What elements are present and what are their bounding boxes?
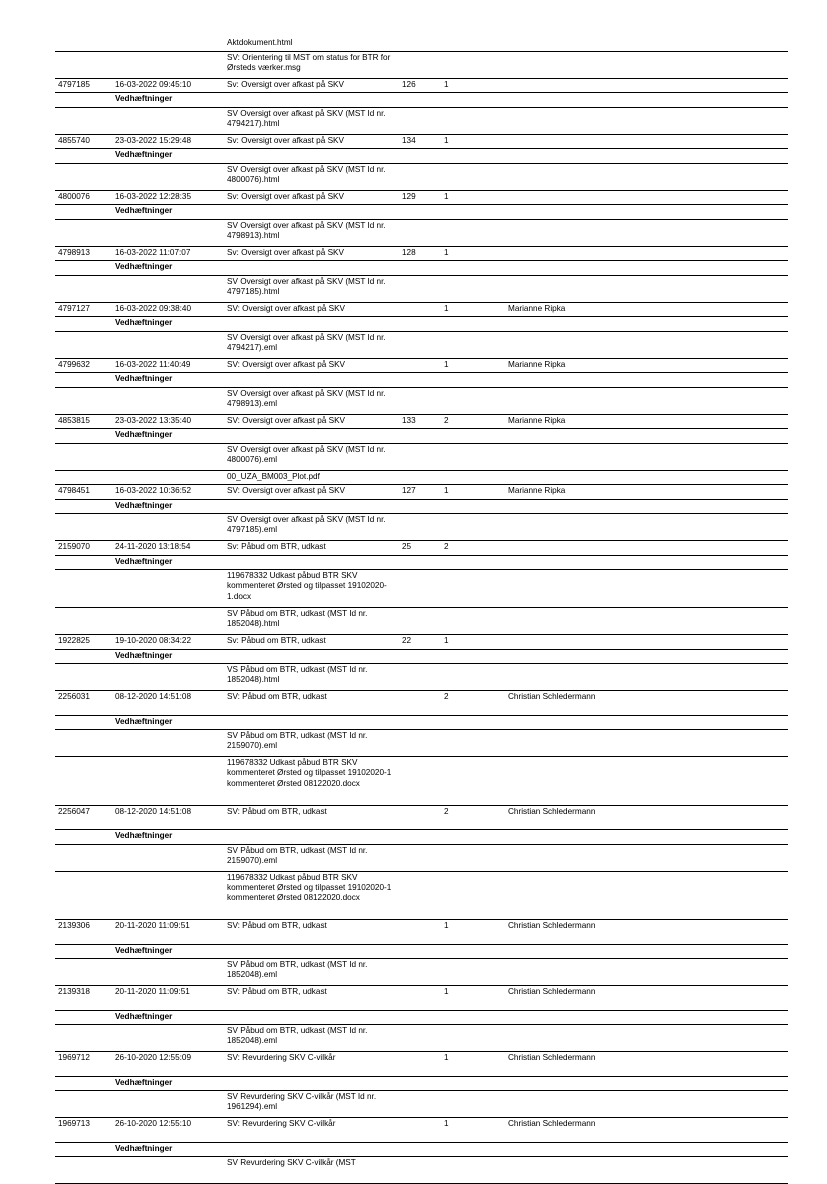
document-row <box>55 247 788 262</box>
document-date: 23-03-2022 13:35:40 <box>115 415 192 425</box>
attachments-header-row <box>55 556 788 571</box>
document-count: 1 <box>444 79 449 89</box>
document-person: Christian Schledermann <box>508 806 596 816</box>
document-count: 2 <box>444 542 449 551</box>
attachments-header: Vedhæftninger <box>115 318 173 327</box>
document-subject: SV: Påbud om BTR, udkast <box>227 921 327 930</box>
document-number: 25 <box>402 542 412 551</box>
attachments-header-row <box>55 205 788 220</box>
document-number: 128 <box>402 247 416 257</box>
attachments-header: Vedhæftninger <box>115 1143 173 1153</box>
document-id: 2256047 <box>58 806 90 816</box>
document-id: 1969713 <box>58 1119 90 1128</box>
document-subject: Sv: Påbud om BTR, udkast <box>227 636 326 645</box>
attachments-header: Vedhæftninger <box>115 430 173 439</box>
document-row <box>55 635 788 650</box>
document-count: 1 <box>444 486 449 495</box>
attachment-row <box>55 845 788 872</box>
attachments-header: Vedhæftninger <box>115 650 173 660</box>
attachment-name: Aktdokument.html <box>227 38 293 47</box>
document-id: 1969712 <box>58 1053 90 1062</box>
document-id: 4798913 <box>58 247 90 257</box>
document-id: 4800076 <box>58 191 90 201</box>
attachment-row <box>55 220 788 247</box>
attachment-row <box>55 730 788 757</box>
attachment-name: SV Oversigt over afkast på SKV (MST Id nr. 4800076).html <box>227 164 386 184</box>
document-subject: SV: Påbud om BTR, udkast <box>227 692 327 701</box>
document-date: 16-03-2022 09:45:10 <box>115 79 192 89</box>
document-subject: Sv: Oversigt over afkast på SKV <box>227 135 344 145</box>
attachments-header-row <box>55 429 788 444</box>
attachment-name: SV Oversigt over afkast på SKV (MST Id nr. 4797185).eml <box>227 515 386 535</box>
document-subject: SV: Revurdering SKV C-vilkår <box>227 1053 336 1062</box>
document-count: 1 <box>444 636 449 645</box>
attachment-name: SV Oversigt over afkast på SKV (MST Id nr. 4798913).html <box>227 220 386 240</box>
document-subject: Sv: Oversigt over afkast på SKV <box>227 191 344 201</box>
document-date: 24-11-2020 13:18:54 <box>115 542 191 551</box>
document-subject: SV: Oversigt over afkast på SKV <box>227 415 346 425</box>
attachment-row <box>55 471 788 486</box>
document-date: 16-03-2022 09:38:40 <box>115 303 192 313</box>
document-number: 127 <box>402 486 416 495</box>
document-date: 20-11-2020 11:09:51 <box>115 921 190 930</box>
document-date: 16-03-2022 12:28:35 <box>115 191 192 201</box>
attachment-name: SV Påbud om BTR, udkast (MST Id nr. 2159070).eml <box>227 845 368 865</box>
document-row <box>55 920 788 945</box>
attachment-name: SV Påbud om BTR, udkast (MST Id nr. 1852048).html <box>227 609 368 629</box>
document-count: 1 <box>444 987 449 996</box>
document-count: 1 <box>444 921 449 930</box>
document-count: 2 <box>444 806 449 816</box>
attachment-row <box>55 664 788 691</box>
attachments-header-row <box>55 373 788 388</box>
document-person: Marianne Ripka <box>508 486 566 495</box>
attachment-row <box>55 1091 788 1118</box>
attachment-name: 119678332 Udkast påbud BTR SKV kommenteret Ørsted og tilpasset 19102020-1 kommenteret Ørsted 08122020.docx <box>227 872 392 903</box>
document-number: 134 <box>402 135 416 145</box>
document-number: 22 <box>402 636 412 645</box>
attachments-header: Vedhæftninger <box>115 945 173 955</box>
attachment-name: SV Påbud om BTR, udkast (MST Id nr. 1852048).eml <box>227 960 368 980</box>
document-id: 2139318 <box>58 987 90 996</box>
document-subject: SV: Revurdering SKV C-vilkår <box>227 1119 336 1128</box>
attachments-header-row <box>55 716 788 731</box>
attachment-name: SV Oversigt over afkast på SKV (MST Id nr. 4794217).html <box>227 108 386 128</box>
attachment-name: SV Revurdering SKV C-vilkår (MST Id nr. 1961294).eml <box>227 1092 377 1112</box>
attachments-header: Vedhæftninger <box>115 1011 173 1021</box>
document-count: 1 <box>444 303 449 313</box>
attachments-header-row <box>55 1011 788 1026</box>
document-count: 1 <box>444 135 449 145</box>
document-row <box>55 415 788 430</box>
attachment-name: VS Påbud om BTR, udkast (MST Id nr. 1852048).html <box>227 665 368 685</box>
document-person: Christian Schledermann <box>508 1053 596 1062</box>
document-row <box>55 1052 788 1077</box>
attachments-header-row <box>55 317 788 332</box>
attachments-header-row <box>55 830 788 845</box>
attachment-row <box>55 872 788 921</box>
attachment-row <box>55 444 788 471</box>
document-count: 1 <box>444 1053 449 1062</box>
document-subject: SV: Påbud om BTR, udkast <box>227 987 327 996</box>
attachment-name: 119678332 Udkast påbud BTR SKV kommenteret Ørsted og tilpasset 19102020-1.docx <box>227 571 387 601</box>
document-id: 4855740 <box>58 135 90 145</box>
attachments-header: Vedhæftninger <box>115 374 173 383</box>
attachment-row <box>55 1025 788 1052</box>
attachment-row <box>55 959 788 986</box>
attachment-row <box>55 332 788 359</box>
document-person: Marianne Ripka <box>508 303 566 313</box>
attachment-name: SV Revurdering SKV C-vilkår (MST <box>227 1158 356 1167</box>
document-number: 133 <box>402 415 416 425</box>
document-person: Christian Schledermann <box>508 1119 596 1128</box>
attachment-row <box>55 514 788 541</box>
attachments-header-row <box>55 93 788 108</box>
attachment-row <box>55 388 788 415</box>
document-id: 4799632 <box>58 359 90 369</box>
document-count: 1 <box>444 191 449 201</box>
document-date: 16-03-2022 11:40:49 <box>115 359 191 369</box>
document-count: 2 <box>444 415 449 425</box>
document-person: Marianne Ripka <box>508 359 566 369</box>
document-id: 4797127 <box>58 303 90 313</box>
attachment-name: 00_UZA_BM003_Plot.pdf <box>227 471 320 481</box>
document-person: Christian Schledermann <box>508 987 596 996</box>
document-id: 4797185 <box>58 79 90 89</box>
attachment-row <box>55 52 788 79</box>
document-person: Christian Schledermann <box>508 921 596 930</box>
document-subject: SV: Oversigt over afkast på SKV <box>227 486 346 495</box>
attachments-header: Vedhæftninger <box>115 556 173 566</box>
document-id: 4798451 <box>58 486 90 495</box>
document-id: 2256031 <box>58 692 90 701</box>
document-date: 16-03-2022 11:07:07 <box>115 247 191 257</box>
document-row <box>55 691 788 716</box>
document-subject: SV: Oversigt over afkast på SKV <box>227 303 346 313</box>
attachments-header-row <box>55 1077 788 1092</box>
attachments-header-row <box>55 261 788 276</box>
document-subject: Sv: Påbud om BTR, udkast <box>227 542 326 551</box>
document-row <box>55 359 788 374</box>
document-row <box>55 303 788 318</box>
attachments-header-row <box>55 650 788 665</box>
attachment-row <box>55 164 788 191</box>
document-id: 2139306 <box>58 921 90 930</box>
document-subject: Sv: Oversigt over afkast på SKV <box>227 79 344 89</box>
document-count: 1 <box>444 1119 449 1128</box>
document-date: 20-11-2020 11:09:51 <box>115 987 190 996</box>
document-number: 129 <box>402 191 416 201</box>
attachment-name: SV Påbud om BTR, udkast (MST Id nr. 1852048).eml <box>227 1026 368 1046</box>
attachments-header-row <box>55 1143 788 1158</box>
document-person: Marianne Ripka <box>508 415 566 425</box>
document-row <box>55 986 788 1011</box>
document-person: Christian Schledermann <box>508 692 596 701</box>
attachment-name: SV Oversigt over afkast på SKV (MST Id nr. 4794217).eml <box>227 332 386 352</box>
attachment-name: SV Oversigt over afkast på SKV (MST Id nr. 4797185).html <box>227 276 386 296</box>
document-date: 23-03-2022 15:29:48 <box>115 135 192 145</box>
document-date: 08-12-2020 14:51:08 <box>115 692 192 701</box>
attachment-row <box>55 108 788 135</box>
document-id: 4853815 <box>58 415 90 425</box>
attachment-name: 119678332 Udkast påbud BTR SKV kommenteret Ørsted og tilpasset 19102020-1 kommenteret Ørsted 08122020.docx <box>227 758 392 788</box>
document-date: 19-10-2020 08:34:22 <box>115 636 192 645</box>
attachment-row <box>55 1157 788 1184</box>
attachment-row <box>55 570 788 608</box>
attachments-header: Vedhæftninger <box>115 94 173 103</box>
document-subject: SV: Oversigt over afkast på SKV <box>227 359 346 369</box>
document-subject: SV: Påbud om BTR, udkast <box>227 806 327 816</box>
document-id: 1922825 <box>58 636 90 645</box>
attachment-row <box>55 37 788 52</box>
attachments-header: Vedhæftninger <box>115 716 173 726</box>
document-date: 16-03-2022 10:36:52 <box>115 486 192 495</box>
attachment-name: SV Oversigt over afkast på SKV (MST Id nr. 4800076).eml <box>227 444 386 464</box>
document-date: 26-10-2020 12:55:09 <box>115 1053 192 1062</box>
document-table <box>55 37 788 1184</box>
document-row <box>55 485 788 500</box>
document-row <box>55 135 788 150</box>
attachment-row <box>55 757 788 806</box>
document-row <box>55 79 788 94</box>
document-count: 1 <box>444 359 449 369</box>
attachments-header: Vedhæftninger <box>115 262 173 271</box>
document-row <box>55 1118 788 1143</box>
attachment-row <box>55 608 788 635</box>
attachments-header: Vedhæftninger <box>115 831 173 840</box>
document-id: 2159070 <box>58 542 90 551</box>
document-date: 26-10-2020 12:55:10 <box>115 1119 192 1128</box>
attachments-header: Vedhæftninger <box>115 1077 173 1087</box>
attachment-name: SV Oversigt over afkast på SKV (MST Id nr. 4798913).eml <box>227 388 386 408</box>
attachment-name: SV: Orientering til MST om status for BTR for Ørsteds værker.msg <box>227 52 391 72</box>
attachment-name: SV Påbud om BTR, udkast (MST Id nr. 2159070).eml <box>227 731 368 751</box>
document-row <box>55 806 788 831</box>
document-count: 1 <box>444 247 449 257</box>
document-date: 08-12-2020 14:51:08 <box>115 806 192 816</box>
attachments-header: Vedhæftninger <box>115 206 173 215</box>
attachment-row <box>55 276 788 303</box>
attachments-header-row <box>55 945 788 960</box>
attachments-header-row <box>55 149 788 164</box>
document-number: 126 <box>402 79 416 89</box>
document-subject: Sv: Oversigt over afkast på SKV <box>227 247 344 257</box>
document-count: 2 <box>444 692 449 701</box>
attachments-header-row <box>55 500 788 515</box>
attachments-header: Vedhæftninger <box>115 150 173 159</box>
attachments-header: Vedhæftninger <box>115 500 173 510</box>
document-row <box>55 541 788 556</box>
document-row <box>55 191 788 206</box>
